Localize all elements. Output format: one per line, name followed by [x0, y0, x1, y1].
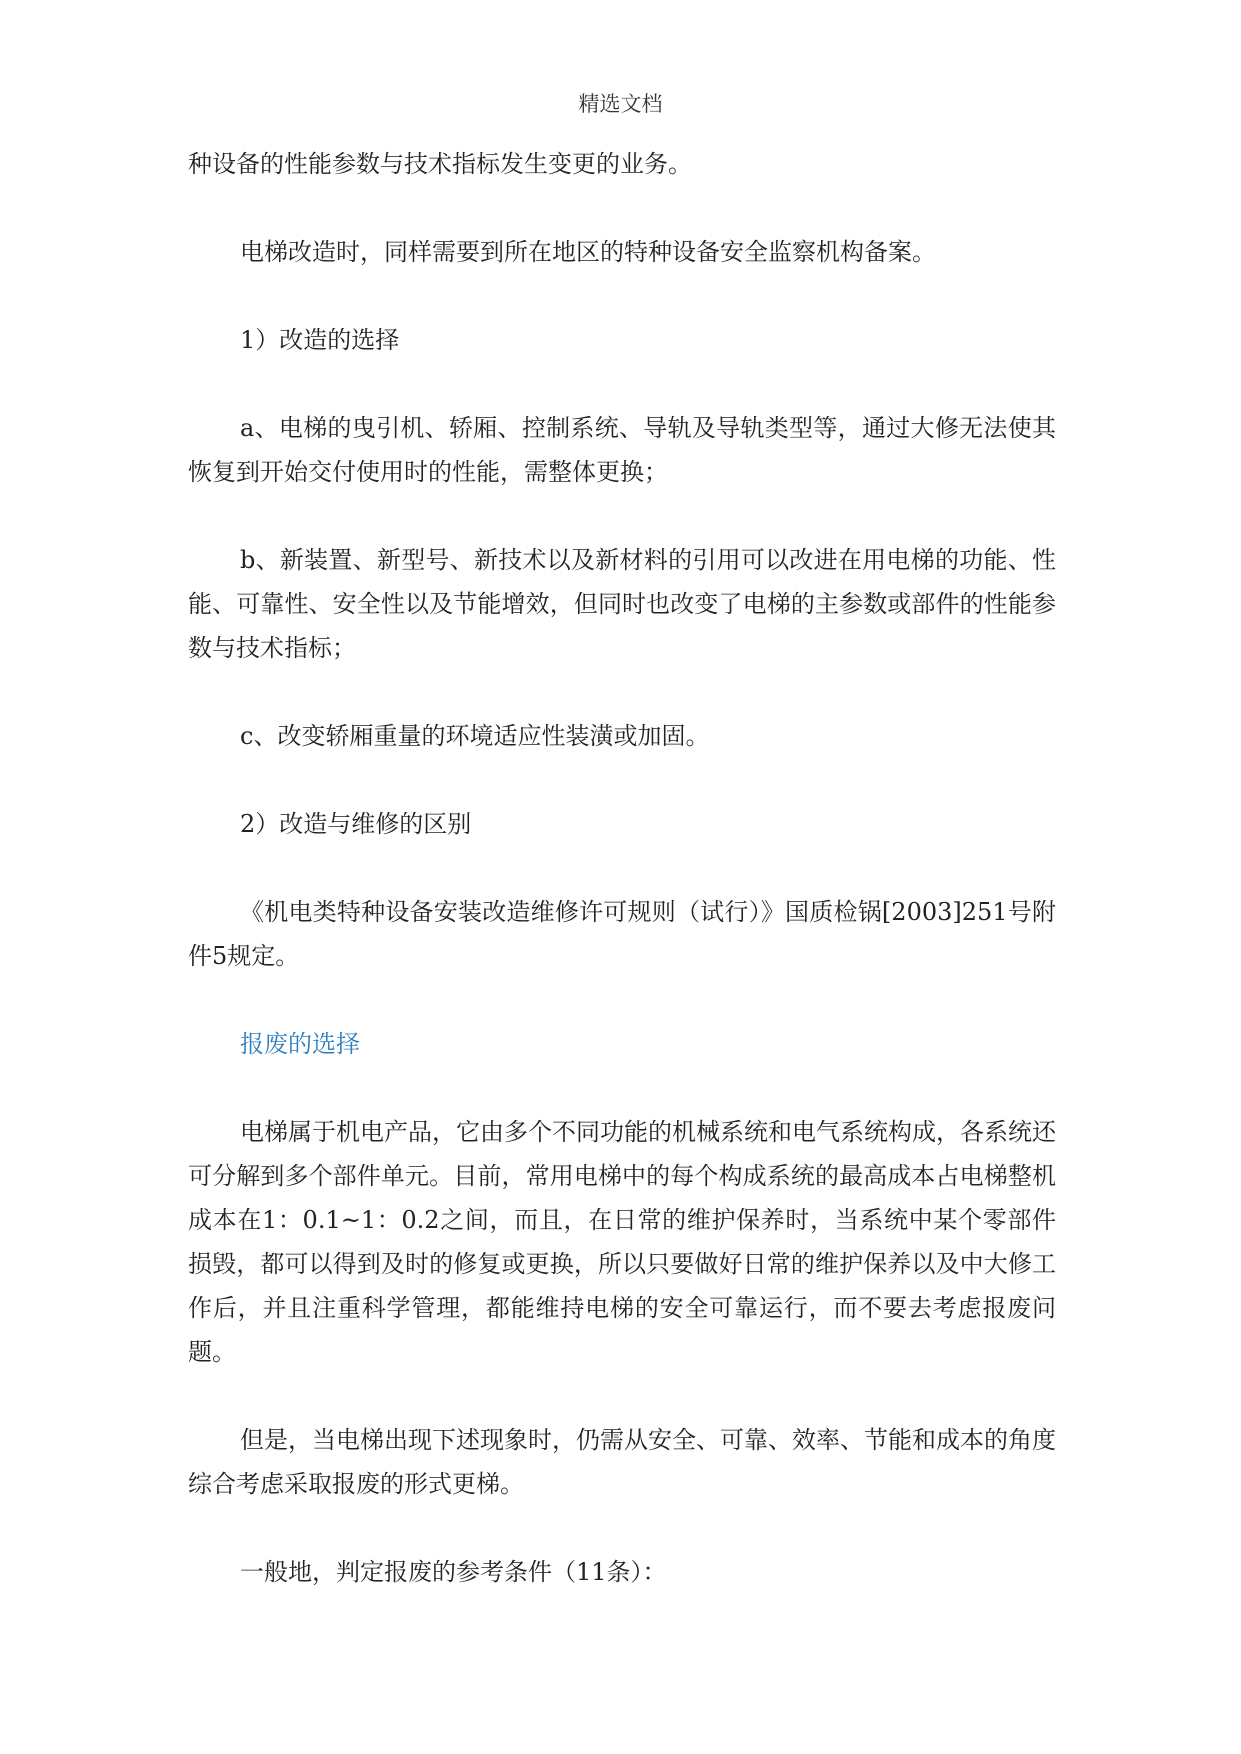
- paragraph-scrapping-overview: 电梯属于机电产品，它由多个不同功能的机械系统和电气系统构成，各系统还可分解到多个部件单元。目前，常用电梯中的每个构成系统的最高成本占电梯整机成本在1：0.1~1：0.2之间，而且，在日常的维护保养时，当系统中某个零部件损毁，都可以得到及时的修复或更换，所以只要做好日常的维护保养以及中大修工作后，并且注重科学管理，都能维持电梯的安全可靠运行，而不要去考虑报废问题。: [188, 1118, 1056, 1366]
- paragraph-2: 电梯改造时，同样需要到所在地区的特种设备安全监察机构备案。: [240, 238, 936, 266]
- paragraph-1: 种设备的性能参数与技术指标发生变更的业务。: [188, 150, 692, 178]
- section-heading-scrapping: 报废的选择: [240, 1030, 360, 1058]
- paragraph-item-c: c、改变轿厢重量的环境适应性装潢或加固。: [240, 722, 710, 750]
- paragraph-item-a: a、电梯的曳引机、轿厢、控制系统、导轨及导轨类型等，通过大修无法使其恢复到开始交付使用时的性能，需整体更换；: [188, 414, 1056, 486]
- paragraph-scrapping-however: 但是，当电梯出现下述现象时，仍需从安全、可靠、效率、节能和成本的角度综合考虑采取报废的形式更梯。: [188, 1426, 1056, 1498]
- paragraph-regulation: 《机电类特种设备安装改造维修许可规则（试行）》国质检锅[2003]251号附件5规定。: [188, 898, 1056, 970]
- paragraph-item-b: b、新装置、新型号、新技术以及新材料的引用可以改进在用电梯的功能、性能、可靠性、安全性以及节能增效，但同时也改变了电梯的主参数或部件的性能参数与技术指标；: [188, 546, 1056, 662]
- section-heading-difference: 2）改造与维修的区别: [240, 810, 472, 838]
- section-heading-modification: 1）改造的选择: [240, 326, 400, 354]
- document-body: [188, 142, 1056, 1594]
- page-header: 精选文档: [578, 92, 663, 116]
- paragraph-conditions-intro: 一般地，判定报废的参考条件（11条）：: [240, 1558, 667, 1586]
